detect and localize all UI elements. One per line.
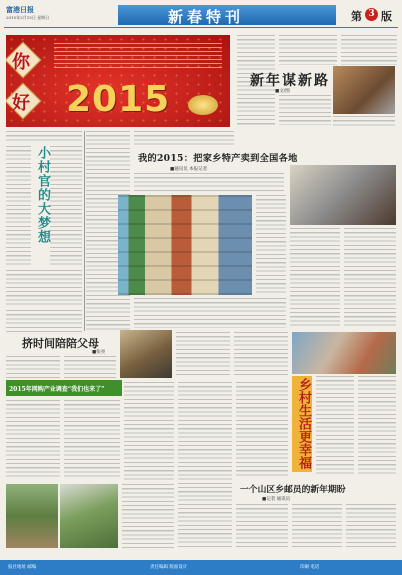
ecommerce-text-4 (122, 484, 174, 548)
ecommerce-text-2 (64, 400, 120, 480)
ecommerce-text-3 (124, 382, 174, 480)
masthead (0, 0, 402, 28)
center-mid-text-1 (176, 332, 230, 378)
page-unit: 版 (381, 10, 392, 23)
top-right-text-col2 (279, 35, 337, 65)
banner-caption-block (54, 43, 222, 69)
ecommerce-photo-greenhouse (60, 484, 118, 548)
ecommerce-photo-field (6, 484, 58, 548)
greeting-year: 2015 (66, 79, 171, 120)
parents-title: 挤时间陪陪父母 (22, 337, 99, 350)
parents-text-2 (64, 356, 116, 378)
village-official-text-1 (6, 146, 31, 266)
hometown-photo-portrait (290, 165, 396, 225)
center-low-text-2 (236, 382, 288, 478)
newspaper-logo: 富港日报 (6, 5, 34, 14)
center-mid-text-2 (234, 332, 288, 378)
hometown-title: 我的2015：把家乡特产卖到全国各地 (138, 153, 298, 164)
new-year-road-text-2 (333, 116, 395, 126)
ecommerce-text-1 (6, 400, 60, 480)
happiness-title: 乡村生活更幸福 (296, 378, 311, 469)
greeting-char-ni: 你 (12, 52, 30, 73)
postman-text-1 (236, 504, 288, 550)
new-year-road-photo (333, 66, 395, 114)
happiness-text-2 (358, 376, 396, 476)
hometown-text-right (256, 195, 286, 295)
new-year-banner (6, 35, 230, 127)
masthead-rule (4, 27, 398, 28)
hometown-text-below (134, 298, 286, 328)
page-number: 3 (368, 9, 375, 19)
top-right-text-col3 (341, 35, 397, 65)
village-official-text-lead (6, 131, 82, 143)
page-number-badge (365, 8, 378, 21)
footer-left: 报社地址 邮编 (8, 565, 37, 570)
new-year-road-title: 新年谋新路 (250, 73, 330, 89)
ecommerce-title: 2015年网购产业调查“我们也来了” (9, 386, 105, 393)
postman-byline: ■记者 通讯员 (262, 497, 291, 502)
hometown-lead (134, 173, 284, 191)
center-top-text (134, 131, 234, 145)
hometown-photo-shelves (118, 195, 252, 295)
happiness-photo (292, 332, 396, 374)
footer-right: 印刷 电话 (300, 565, 320, 570)
parents-text-1 (6, 356, 60, 378)
new-year-road-text (279, 95, 331, 125)
village-official-text-2 (50, 146, 82, 266)
village-official-text-4 (6, 270, 82, 305)
center-low-text-1 (178, 382, 232, 548)
hometown-byline: ■通讯员 本报记者 (170, 167, 208, 172)
coin-ornament (188, 95, 218, 115)
issue-date: 2015年2月15日 星期日 (6, 15, 50, 20)
right-upper-text-2 (344, 228, 396, 328)
col-rule-1 (84, 131, 85, 331)
greeting-char-hao: 好 (12, 93, 30, 114)
parents-byline: ■张亮 (92, 350, 106, 355)
page-label: 第 (351, 10, 362, 23)
right-upper-text-1 (290, 228, 340, 328)
footer-middle: 责任编辑 版面设计 (150, 565, 188, 570)
postman-text-3 (346, 504, 396, 550)
parents-text-lead (6, 310, 82, 332)
happiness-text-1 (316, 376, 354, 476)
section-banner-title: 新春特刊 (168, 8, 245, 26)
footer-bar (0, 560, 402, 575)
postman-text-2 (292, 504, 342, 550)
new-year-road-byline: ■文/图 (275, 89, 290, 94)
village-official-title: 小村官的大梦想 (35, 146, 50, 244)
postman-title: 一个山区乡邮员的新年期盼 (240, 485, 346, 495)
parents-photo (120, 330, 172, 378)
